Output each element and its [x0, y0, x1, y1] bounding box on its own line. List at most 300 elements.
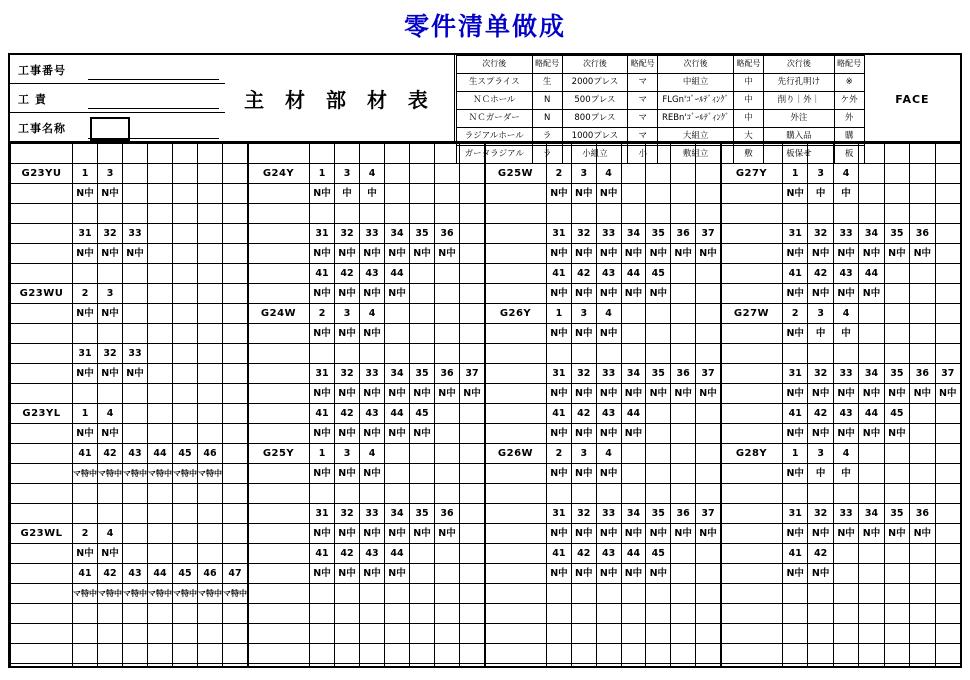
mark-cell[interactable]: N中 [360, 324, 385, 344]
mark-cell[interactable]: N中 [596, 284, 621, 304]
number-cell[interactable]: 2 [73, 284, 98, 304]
empty-cell[interactable] [859, 164, 884, 184]
empty-cell[interactable] [435, 484, 460, 504]
empty-cell[interactable] [385, 604, 410, 624]
number-cell[interactable]: 35 [410, 224, 435, 244]
number-cell[interactable]: 1 [310, 164, 335, 184]
number-cell[interactable]: 32 [98, 224, 123, 244]
empty-cell[interactable] [485, 664, 547, 667]
empty-cell[interactable] [783, 644, 808, 664]
empty-cell[interactable] [808, 584, 833, 604]
empty-cell[interactable] [223, 404, 248, 424]
number-cell[interactable]: 35 [646, 364, 671, 384]
number-cell[interactable]: 3 [571, 444, 596, 464]
number-cell[interactable]: 3 [98, 284, 123, 304]
empty-cell[interactable] [148, 404, 173, 424]
empty-cell[interactable] [173, 484, 198, 504]
empty-cell[interactable] [859, 324, 884, 344]
number-cell[interactable]: 44 [859, 264, 884, 284]
mark-cell[interactable]: N中 [910, 524, 935, 544]
empty-cell[interactable] [621, 664, 646, 667]
number-cell[interactable]: 33 [833, 364, 858, 384]
empty-cell[interactable] [935, 264, 960, 284]
empty-cell[interactable] [833, 544, 858, 564]
empty-cell[interactable] [385, 304, 410, 324]
number-cell[interactable]: 36 [435, 504, 460, 524]
mark-cell[interactable]: マ特中 [148, 584, 173, 604]
mark-cell[interactable]: マ特中 [123, 464, 148, 484]
empty-cell[interactable] [884, 604, 909, 624]
empty-cell[interactable] [547, 344, 572, 364]
empty-cell[interactable] [148, 344, 173, 364]
empty-cell[interactable] [646, 304, 671, 324]
empty-cell[interactable] [435, 644, 460, 664]
empty-cell[interactable] [173, 304, 198, 324]
empty-cell[interactable] [460, 604, 485, 624]
number-cell[interactable]: 43 [596, 264, 621, 284]
empty-cell[interactable] [460, 324, 485, 344]
number-cell[interactable]: 42 [808, 264, 833, 284]
empty-cell[interactable] [884, 564, 909, 584]
empty-cell[interactable] [198, 204, 223, 224]
empty-cell[interactable] [621, 464, 646, 484]
empty-cell[interactable] [884, 484, 909, 504]
empty-cell[interactable] [11, 644, 73, 664]
mark-cell[interactable]: マ特中 [73, 584, 98, 604]
number-cell[interactable]: 35 [884, 364, 909, 384]
empty-cell[interactable] [435, 184, 460, 204]
empty-cell[interactable] [910, 264, 935, 284]
mark-cell[interactable]: N中 [859, 424, 884, 444]
empty-cell[interactable] [335, 664, 360, 667]
mark-cell[interactable]: N中 [335, 464, 360, 484]
empty-cell[interactable] [696, 464, 720, 484]
empty-cell[interactable] [935, 304, 960, 324]
empty-cell[interactable] [910, 424, 935, 444]
empty-cell[interactable] [123, 424, 148, 444]
empty-cell[interactable] [621, 304, 646, 324]
mark-cell[interactable]: N中 [596, 524, 621, 544]
number-cell[interactable]: 1 [783, 164, 808, 184]
empty-cell[interactable] [410, 324, 435, 344]
empty-cell[interactable] [385, 204, 410, 224]
mark-cell[interactable]: マ特中 [123, 584, 148, 604]
mark-cell[interactable]: N中 [596, 184, 621, 204]
empty-cell[interactable] [435, 344, 460, 364]
empty-cell[interactable] [248, 624, 310, 644]
number-cell[interactable]: 4 [360, 164, 385, 184]
empty-cell[interactable] [935, 644, 960, 664]
mark-cell[interactable]: N中 [571, 384, 596, 404]
number-cell[interactable]: 43 [123, 564, 148, 584]
empty-cell[interactable] [910, 444, 935, 464]
number-cell[interactable]: 41 [783, 404, 808, 424]
mark-cell[interactable]: N中 [571, 244, 596, 264]
empty-cell[interactable] [547, 584, 572, 604]
empty-cell[interactable] [173, 644, 198, 664]
empty-cell[interactable] [173, 324, 198, 344]
mark-cell[interactable]: N中 [547, 284, 572, 304]
empty-cell[interactable] [646, 324, 671, 344]
empty-cell[interactable] [460, 444, 485, 464]
mark-cell[interactable]: N中 [335, 564, 360, 584]
empty-cell[interactable] [721, 644, 783, 664]
mark-cell[interactable]: N中 [460, 384, 485, 404]
empty-cell[interactable] [721, 624, 783, 644]
mark-cell[interactable]: N中 [123, 364, 148, 384]
mark-cell[interactable]: N中 [360, 524, 385, 544]
empty-cell[interactable] [696, 584, 720, 604]
mark-cell[interactable]: N中 [671, 384, 696, 404]
empty-cell[interactable] [410, 624, 435, 644]
empty-cell[interactable] [148, 544, 173, 564]
mark-cell[interactable]: N中 [808, 424, 833, 444]
empty-cell[interactable] [223, 344, 248, 364]
empty-cell[interactable] [98, 384, 123, 404]
mark-cell[interactable]: N中 [310, 564, 335, 584]
empty-cell[interactable] [696, 644, 720, 664]
number-cell[interactable]: 2 [783, 304, 808, 324]
empty-cell[interactable] [910, 204, 935, 224]
empty-cell[interactable] [859, 664, 884, 667]
number-cell[interactable]: 31 [310, 504, 335, 524]
empty-cell[interactable] [11, 664, 73, 667]
mark-cell[interactable]: N中 [360, 284, 385, 304]
empty-cell[interactable] [696, 184, 720, 204]
empty-cell[interactable] [223, 224, 248, 244]
empty-cell[interactable] [884, 544, 909, 564]
number-cell[interactable]: 34 [621, 224, 646, 244]
empty-cell[interactable] [410, 664, 435, 667]
mark-cell[interactable]: N中 [859, 384, 884, 404]
number-cell[interactable]: 32 [98, 344, 123, 364]
empty-cell[interactable] [596, 484, 621, 504]
empty-cell[interactable] [310, 344, 335, 364]
number-cell[interactable]: 4 [833, 304, 858, 324]
empty-cell[interactable] [935, 244, 960, 264]
empty-cell[interactable] [148, 224, 173, 244]
mark-cell[interactable]: N中 [310, 324, 335, 344]
number-cell[interactable]: 33 [123, 344, 148, 364]
empty-cell[interactable] [621, 584, 646, 604]
mark-cell[interactable]: N中 [435, 244, 460, 264]
empty-cell[interactable] [884, 164, 909, 184]
number-cell[interactable]: 41 [547, 544, 572, 564]
empty-cell[interactable] [148, 184, 173, 204]
number-cell[interactable]: 41 [547, 264, 572, 284]
mark-cell[interactable]: N中 [310, 524, 335, 544]
empty-cell[interactable] [859, 604, 884, 624]
mark-cell[interactable]: N中 [310, 184, 335, 204]
empty-cell[interactable] [547, 624, 572, 644]
number-cell[interactable]: 35 [410, 504, 435, 524]
empty-cell[interactable] [223, 384, 248, 404]
empty-cell[interactable] [73, 384, 98, 404]
empty-cell[interactable] [385, 484, 410, 504]
empty-cell[interactable] [198, 304, 223, 324]
empty-cell[interactable] [721, 664, 783, 667]
empty-cell[interactable] [671, 564, 696, 584]
empty-cell[interactable] [148, 504, 173, 524]
empty-cell[interactable] [123, 284, 148, 304]
empty-cell[interactable] [833, 644, 858, 664]
empty-cell[interactable] [671, 544, 696, 564]
empty-cell[interactable] [571, 624, 596, 644]
mark-cell[interactable]: 中 [808, 464, 833, 484]
mark-cell[interactable]: N中 [335, 284, 360, 304]
empty-cell[interactable] [859, 644, 884, 664]
number-cell[interactable]: 3 [808, 444, 833, 464]
empty-cell[interactable] [360, 604, 385, 624]
number-cell[interactable]: 37 [460, 364, 485, 384]
empty-cell[interactable] [123, 164, 148, 184]
mark-cell[interactable]: N中 [859, 524, 884, 544]
empty-cell[interactable] [671, 484, 696, 504]
empty-cell[interactable] [435, 324, 460, 344]
empty-cell[interactable] [198, 264, 223, 284]
empty-cell[interactable] [621, 344, 646, 364]
empty-cell[interactable] [123, 324, 148, 344]
empty-cell[interactable] [223, 244, 248, 264]
empty-cell[interactable] [460, 544, 485, 564]
mark-cell[interactable]: N中 [596, 424, 621, 444]
empty-cell[interactable] [410, 564, 435, 584]
empty-cell[interactable] [935, 424, 960, 444]
empty-cell[interactable] [435, 584, 460, 604]
empty-cell[interactable] [935, 444, 960, 464]
empty-cell[interactable] [910, 624, 935, 644]
mark-cell[interactable]: N中 [435, 524, 460, 544]
empty-cell[interactable] [646, 644, 671, 664]
mark-cell[interactable]: N中 [335, 424, 360, 444]
empty-cell[interactable] [910, 564, 935, 584]
empty-cell[interactable] [547, 204, 572, 224]
empty-cell[interactable] [223, 444, 248, 464]
empty-cell[interactable] [385, 664, 410, 667]
empty-cell[interactable] [646, 444, 671, 464]
number-cell[interactable]: 44 [621, 404, 646, 424]
empty-cell[interactable] [671, 464, 696, 484]
number-cell[interactable]: 4 [596, 164, 621, 184]
empty-cell[interactable] [596, 584, 621, 604]
mark-cell[interactable]: N中 [646, 284, 671, 304]
empty-cell[interactable] [148, 364, 173, 384]
empty-cell[interactable] [435, 424, 460, 444]
mark-cell[interactable]: N中 [833, 284, 858, 304]
number-cell[interactable]: 33 [833, 504, 858, 524]
empty-cell[interactable] [671, 184, 696, 204]
empty-cell[interactable] [410, 484, 435, 504]
mark-cell[interactable]: N中 [621, 424, 646, 444]
empty-cell[interactable] [198, 164, 223, 184]
number-cell[interactable]: 1 [310, 444, 335, 464]
empty-cell[interactable] [460, 344, 485, 364]
empty-cell[interactable] [123, 184, 148, 204]
empty-cell[interactable] [460, 284, 485, 304]
empty-cell[interactable] [621, 604, 646, 624]
number-cell[interactable]: 1 [73, 404, 98, 424]
number-cell[interactable]: 44 [859, 404, 884, 424]
number-cell[interactable]: 36 [910, 504, 935, 524]
empty-cell[interactable] [859, 584, 884, 604]
empty-cell[interactable] [910, 464, 935, 484]
empty-cell[interactable] [223, 264, 248, 284]
mark-cell[interactable]: N中 [547, 384, 572, 404]
mark-cell[interactable]: N中 [571, 564, 596, 584]
empty-cell[interactable] [671, 644, 696, 664]
number-cell[interactable]: 31 [310, 364, 335, 384]
empty-cell[interactable] [360, 584, 385, 604]
number-cell[interactable]: 32 [808, 224, 833, 244]
number-cell[interactable]: 33 [123, 224, 148, 244]
empty-cell[interactable] [935, 224, 960, 244]
empty-cell[interactable] [410, 344, 435, 364]
empty-cell[interactable] [248, 604, 310, 624]
number-cell[interactable]: 42 [808, 544, 833, 564]
mark-cell[interactable]: N中 [808, 524, 833, 544]
mark-cell[interactable]: N中 [696, 244, 720, 264]
mark-cell[interactable]: N中 [335, 244, 360, 264]
number-cell[interactable]: 32 [571, 364, 596, 384]
empty-cell[interactable] [73, 624, 98, 644]
empty-cell[interactable] [884, 204, 909, 224]
number-cell[interactable]: 34 [385, 224, 410, 244]
empty-cell[interactable] [696, 544, 720, 564]
mark-cell[interactable]: N中 [310, 464, 335, 484]
empty-cell[interactable] [859, 564, 884, 584]
number-cell[interactable]: 35 [884, 504, 909, 524]
number-cell[interactable]: 32 [808, 504, 833, 524]
empty-cell[interactable] [335, 624, 360, 644]
empty-cell[interactable] [410, 604, 435, 624]
number-cell[interactable]: 47 [223, 564, 248, 584]
empty-cell[interactable] [98, 324, 123, 344]
empty-cell[interactable] [435, 544, 460, 564]
empty-cell[interactable] [696, 164, 720, 184]
empty-cell[interactable] [123, 204, 148, 224]
empty-cell[interactable] [223, 484, 248, 504]
empty-cell[interactable] [696, 624, 720, 644]
empty-cell[interactable] [173, 204, 198, 224]
number-cell[interactable]: 45 [173, 564, 198, 584]
number-cell[interactable]: 2 [547, 444, 572, 464]
empty-cell[interactable] [935, 564, 960, 584]
empty-cell[interactable] [808, 344, 833, 364]
empty-cell[interactable] [460, 184, 485, 204]
number-cell[interactable]: 3 [808, 304, 833, 324]
empty-cell[interactable] [223, 464, 248, 484]
number-cell[interactable]: 42 [98, 564, 123, 584]
mark-cell[interactable]: N中 [571, 524, 596, 544]
mark-cell[interactable]: N中 [596, 464, 621, 484]
empty-cell[interactable] [123, 624, 148, 644]
empty-cell[interactable] [198, 604, 223, 624]
mark-cell[interactable]: N中 [596, 244, 621, 264]
empty-cell[interactable] [385, 584, 410, 604]
empty-cell[interactable] [148, 384, 173, 404]
empty-cell[interactable] [884, 184, 909, 204]
empty-cell[interactable] [198, 544, 223, 564]
mark-cell[interactable]: N中 [73, 544, 98, 564]
empty-cell[interactable] [696, 324, 720, 344]
empty-cell[interactable] [859, 204, 884, 224]
number-cell[interactable]: 45 [646, 544, 671, 564]
mark-cell[interactable]: N中 [571, 284, 596, 304]
number-cell[interactable]: 44 [148, 564, 173, 584]
empty-cell[interactable] [173, 284, 198, 304]
mark-cell[interactable]: N中 [808, 284, 833, 304]
empty-cell[interactable] [935, 584, 960, 604]
empty-cell[interactable] [223, 604, 248, 624]
empty-cell[interactable] [385, 644, 410, 664]
mark-cell[interactable]: N中 [783, 424, 808, 444]
empty-cell[interactable] [596, 344, 621, 364]
mark-cell[interactable]: N中 [98, 184, 123, 204]
mark-cell[interactable]: N中 [123, 244, 148, 264]
mark-cell[interactable]: N中 [310, 384, 335, 404]
number-cell[interactable]: 46 [198, 564, 223, 584]
number-cell[interactable]: 3 [335, 304, 360, 324]
empty-cell[interactable] [696, 444, 720, 464]
empty-cell[interactable] [98, 204, 123, 224]
mark-cell[interactable]: N中 [571, 464, 596, 484]
mark-cell[interactable]: N中 [547, 424, 572, 444]
number-cell[interactable]: 33 [596, 504, 621, 524]
empty-cell[interactable] [621, 184, 646, 204]
empty-cell[interactable] [621, 444, 646, 464]
empty-cell[interactable] [596, 204, 621, 224]
empty-cell[interactable] [910, 304, 935, 324]
empty-cell[interactable] [808, 644, 833, 664]
empty-cell[interactable] [335, 584, 360, 604]
mark-cell[interactable]: N中 [385, 424, 410, 444]
number-cell[interactable]: 42 [808, 404, 833, 424]
empty-cell[interactable] [783, 204, 808, 224]
empty-cell[interactable] [910, 324, 935, 344]
empty-cell[interactable] [935, 184, 960, 204]
empty-cell[interactable] [410, 184, 435, 204]
empty-cell[interactable] [198, 224, 223, 244]
empty-cell[interactable] [223, 544, 248, 564]
number-cell[interactable]: 32 [335, 364, 360, 384]
empty-cell[interactable] [173, 604, 198, 624]
number-cell[interactable]: 3 [335, 164, 360, 184]
empty-cell[interactable] [884, 264, 909, 284]
empty-cell[interactable] [310, 624, 335, 644]
mark-cell[interactable]: N中 [783, 184, 808, 204]
empty-cell[interactable] [910, 644, 935, 664]
empty-cell[interactable] [335, 204, 360, 224]
mark-cell[interactable]: マ特中 [198, 464, 223, 484]
number-cell[interactable]: 4 [596, 444, 621, 464]
mark-cell[interactable]: マ特中 [198, 584, 223, 604]
number-cell[interactable]: 42 [335, 264, 360, 284]
empty-cell[interactable] [98, 624, 123, 644]
empty-cell[interactable] [385, 444, 410, 464]
empty-cell[interactable] [783, 624, 808, 644]
empty-cell[interactable] [935, 524, 960, 544]
empty-cell[interactable] [935, 404, 960, 424]
empty-cell[interactable] [410, 264, 435, 284]
mark-cell[interactable]: N中 [73, 364, 98, 384]
mark-cell[interactable]: N中 [646, 384, 671, 404]
mark-cell[interactable]: N中 [783, 244, 808, 264]
empty-cell[interactable] [123, 264, 148, 284]
empty-cell[interactable] [671, 264, 696, 284]
empty-cell[interactable] [310, 664, 335, 667]
empty-cell[interactable] [884, 304, 909, 324]
number-cell[interactable]: 2 [310, 304, 335, 324]
